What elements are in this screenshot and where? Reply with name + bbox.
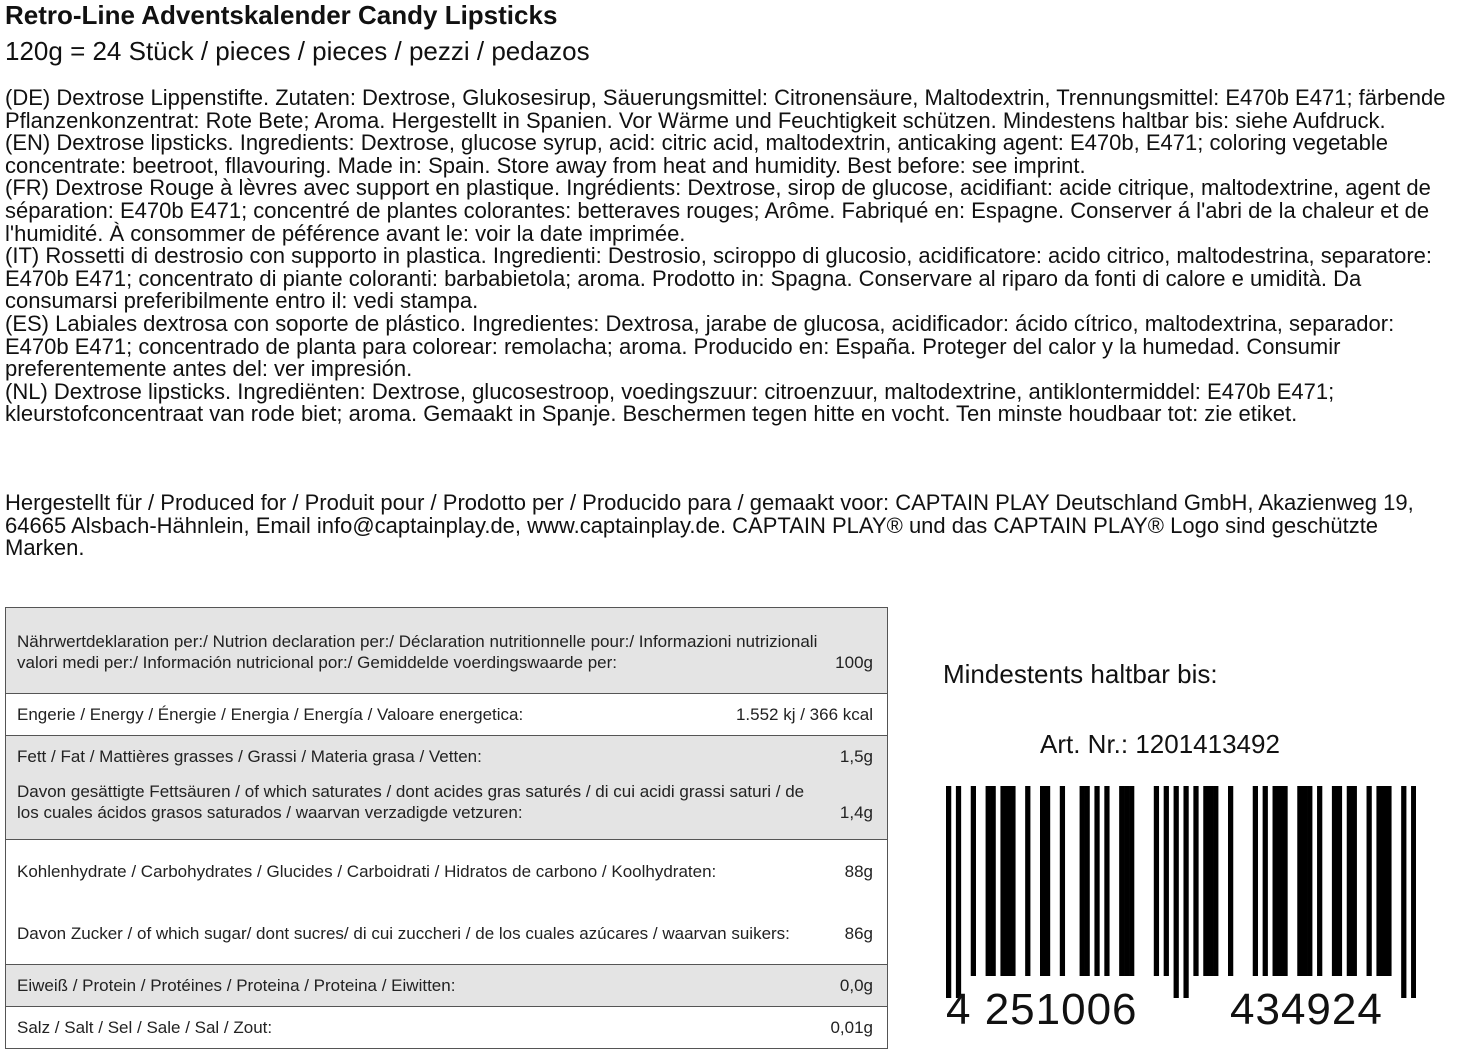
barcode-bar (1386, 786, 1391, 976)
barcode-bar (1411, 786, 1416, 998)
barcode-bar (1040, 786, 1045, 976)
barcode-bar (1000, 786, 1005, 976)
barcode-bar (1317, 786, 1322, 976)
product-title: Retro-Line Adventskalender Candy Lipsticks (5, 0, 558, 30)
sugar-label: Davon Zucker / of which sugar/ dont sucres/ di cui zuccheri / de los cuales azúcares / waarvan suikers: (17, 924, 790, 943)
barcode-digits-right: 434924 (1230, 985, 1383, 1034)
nutrition-row-sugar (6, 902, 887, 964)
barcode-bar (946, 786, 951, 998)
barcode-bar (1297, 786, 1302, 976)
barcode-bar (1347, 786, 1352, 976)
nutrition-row-saturates (6, 777, 887, 839)
barcode-bar (1208, 786, 1213, 976)
protein-label: Eiweiß / Protein / Protéines / Proteina / Proteina / Eiwitten: (17, 976, 456, 995)
barcode-bar (991, 786, 996, 976)
barcode-bar (986, 786, 991, 976)
fat-value: 1,5g (839, 747, 873, 766)
barcode-bar (1005, 786, 1010, 976)
barcode-bar (1273, 786, 1278, 976)
barcode-bar (1129, 786, 1134, 976)
nutrition-header-value: 100g (835, 653, 873, 672)
barcode-bar (1332, 786, 1337, 976)
ingredients-de: (DE) Dextrose Lippenstifte. Zutaten: Dextrose, Glukosesirup, Säuerungsmittel: Citronensäure, Maltodextrin, Trennungsmittel: E470b E471; färbende Pflanzenkonzentrat: Rote Bete; Aroma. Hergestellt in Spanien. Vor Wärme und Feuchtigkeit schützen. Mindestens haltbar bis: siehe Aufdruck. (5, 85, 1446, 133)
barcode-bar (971, 786, 976, 976)
nutrition-header-row (6, 608, 887, 693)
nutrition-row-carbohydrates (6, 839, 887, 902)
saturates-value: 1,4g (839, 803, 873, 822)
best-before-label: Mindestents haltbar bis: (943, 659, 1218, 689)
barcode-bar (1060, 786, 1065, 976)
barcode-bar (1282, 786, 1287, 976)
energy-value: 1.552 kj / 366 kcal (735, 705, 873, 724)
ingredients-nl: (NL) Dextrose lipsticks. Ingrediënten: Dextrose, glucosestroop, voedingszuur: citroenzuur, maltodextrine, antiklontermiddel: E470b E471; kleurstofconcentraat van rode biet; aroma. Gemaakt in Spanje. Beschermen tegen hitte en vocht. Ten minste houdbaar tot: zie etiket. (5, 378, 1335, 427)
ingredients-en: (EN) Dextrose lipsticks. Ingredients: Dextrose, glucose syrup, acid: citric acid, maltodextrin, anticaking agent: E470b, E471; coloring vegetable concentrate: beetroot, fllavouring. Made in: Spain. Store away from heat and humidity. Best before: see imprint. (5, 130, 1389, 178)
barcode-bar (1104, 786, 1109, 976)
barcode-bar (1401, 786, 1406, 998)
barcode-bar (1010, 786, 1015, 976)
barcode-bar (1085, 786, 1090, 976)
barcode-bar (1337, 786, 1342, 976)
barcode-bar (1203, 786, 1208, 976)
barcode-bar (1080, 786, 1085, 976)
saturates-label: Davon gesättigte Fettsäuren / of which saturates / dont acides gras saturés / di cui acidi grassi saturi / de los cuales ácidos grasos saturados / waarvan verzadigde vetzuren: (17, 782, 805, 822)
barcode-bar (1352, 786, 1357, 976)
nutrition-row-salt (6, 1006, 887, 1048)
barcode-bar (1228, 786, 1233, 976)
barcode-graphic (946, 786, 1416, 998)
ingredients-block (5, 87, 1460, 426)
ingredients-it: (IT) Rossetti di destrosio con supporto in plastica. Ingredienti: Destrosio, sciroppo di glucosio, acidificatore: acido citrico, maltodestrina, separatore: E470b E471; concentrato di piante coloranti: barbabietola; aroma. Prodotto in: Spagna. Conservare al riparo da fonti di calore e umidità. Da consumarsi preferibilmente entro il: vedi stampa. (5, 243, 1433, 314)
barcode-bar (1253, 786, 1258, 976)
product-quantity: 120g = 24 Stück / pieces / pieces / pezzi / pedazos (5, 36, 590, 66)
barcode-bar (1277, 786, 1282, 976)
barcode-bar (1193, 786, 1198, 976)
ingredients-fr: (FR) Dextrose Rouge à lèvres avec support en plastique. Ingrédients: Dextrose, sirop de glucose, acidifiant: acide citrique, maltodextrine, agent de séparation: E470b E471; concentré de plantes colorantes: betteraves rouges; Arôme. Fabriqué en: Espagne. Conserver á l'abri de la chaleur et de l'humidité. À consommer de péférence avant le: voir la date imprimée. (5, 175, 1431, 246)
barcode-bar (1119, 786, 1124, 976)
nutrition-row-protein (6, 964, 887, 1006)
barcode-bar (1183, 786, 1188, 998)
barcode-bar (1164, 786, 1169, 976)
nutrition-row-fat (6, 735, 887, 777)
barcode-bar (1213, 786, 1218, 976)
carbohydrates-label: Kohlenhydrate / Carbohydrates / Glucides / Carboidrati / Hidratos de carbono / Koolhydraten: (17, 862, 717, 881)
barcode-bar (1302, 786, 1307, 976)
barcode-bar (1154, 786, 1159, 976)
barcode-bar (1376, 786, 1381, 976)
energy-label: Engerie / Energy / Énergie / Energia / Energía / Valoare energetica: (17, 705, 524, 724)
barcode-bar (1124, 786, 1129, 976)
nutrition-row-energy (6, 693, 887, 735)
salt-value: 0,01g (830, 1018, 873, 1037)
nutrition-table (5, 607, 888, 1049)
article-number: Art. Nr.: 1201413492 (1040, 729, 1280, 759)
salt-label: Salz / Salt / Sel / Sale / Sal / Zout: (17, 1018, 273, 1037)
barcode-bar (1045, 786, 1050, 976)
carbohydrates-value: 88g (844, 862, 873, 881)
barcode-bar (956, 786, 961, 998)
barcode-bar (1263, 786, 1268, 976)
barcode-bar (1094, 786, 1099, 976)
barcode-bar (1025, 786, 1030, 976)
sugar-value: 86g (844, 924, 873, 943)
fat-label: Fett / Fat / Mattières grasses / Grassi / Materia grasa / Vetten: (17, 747, 482, 766)
barcode-bar (1307, 786, 1312, 976)
barcode-digits-left: 4 251006 (946, 985, 1138, 1034)
nutrition-header-label: Nährwertdeklaration per:/ Nutrion declaration per:/ Déclaration nutritionnelle pour:/ Informazioni nutrizionali valori medi per:/ Información nutricional por:/ Gemiddelde voerdingswaarde per: (17, 632, 818, 672)
ingredients-es: (ES) Labiales dextrosa con soporte de plástico. Ingredientes: Dextrosa, jarabe de glucosa, acidificador: ácido cítrico, maltodextrina, separador: E470b E471; concentrado de planta para colorear: remolacha; aroma. Producido en: España. Proteger del calor y la humedad. Consumir preferentemente antes del: ver impresión. (5, 310, 1395, 382)
barcode-bar (1367, 786, 1372, 976)
protein-value: 0,0g (839, 976, 873, 995)
producer-info: Hergestellt für / Produced for / Produit pour / Prodotto per / Producido para / gemaakt voor: CAPTAIN PLAY Deutschland GmbH, Akazienweg 19, 64665 Alsbach-Hähnlein, Email info@captainplay.de, www.captainplay.de. CAPTAIN PLAY® und das CAPTAIN PLAY® Logo sind geschützte Marken. (5, 490, 1414, 561)
barcode-bar (1381, 786, 1386, 976)
barcode-bar (1174, 786, 1179, 998)
